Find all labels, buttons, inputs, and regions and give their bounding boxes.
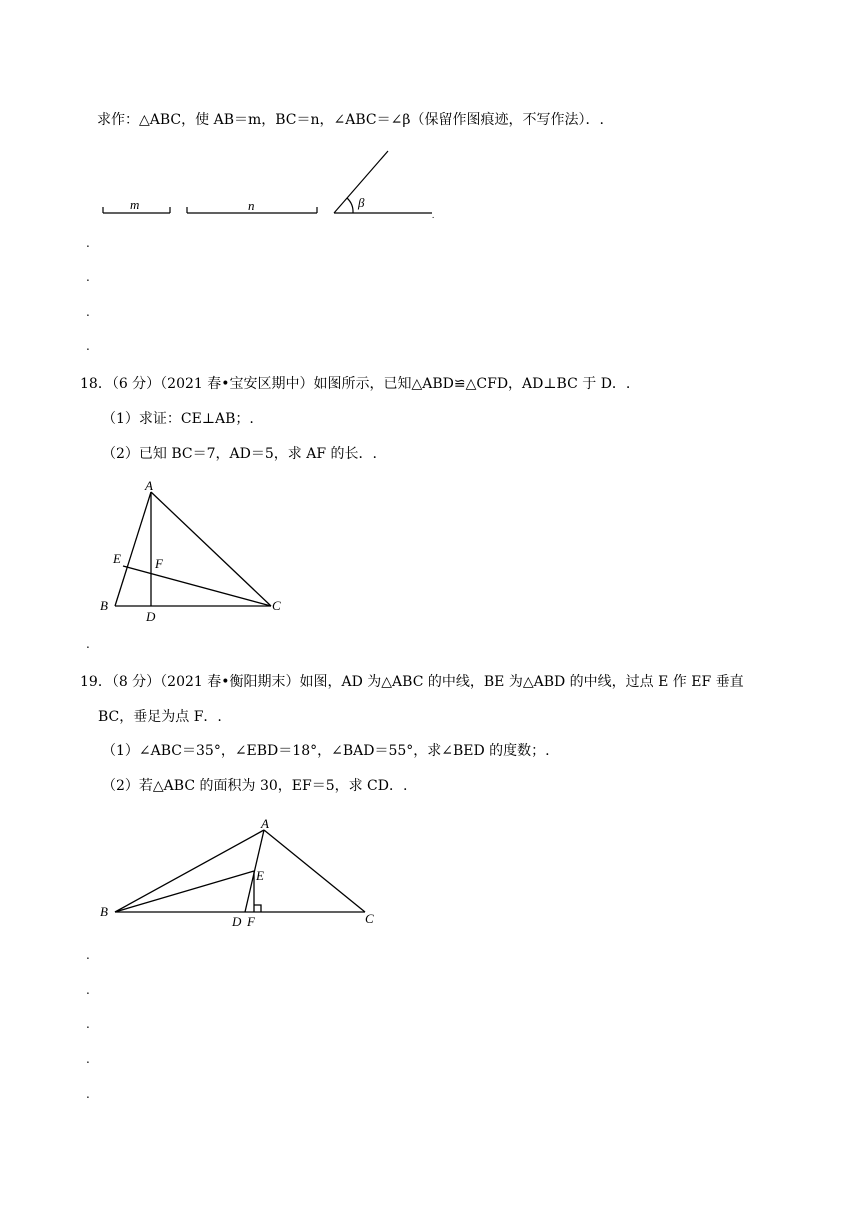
q18-part1: （1）求证：CE⊥AB；.	[102, 411, 254, 427]
blank-dot: .	[86, 1017, 90, 1031]
right-angle-mark	[254, 905, 261, 912]
label-A: A	[261, 816, 269, 831]
label-E: E	[256, 868, 264, 883]
segment-n-label: n	[248, 198, 255, 213]
label-F: F	[155, 556, 163, 571]
label-D: D	[232, 914, 242, 929]
label-B: B	[100, 598, 108, 613]
label-C: C	[272, 598, 281, 613]
segment-CE	[123, 566, 271, 606]
label-B: B	[100, 904, 108, 919]
angle-beta	[334, 151, 432, 213]
blank-dot: .	[86, 236, 90, 250]
q19-part2: （2）若△ABC 的面积为 30，EF＝5，求 CD．.	[102, 778, 408, 794]
segment-m-label: m	[130, 197, 140, 212]
side-AB	[115, 830, 264, 912]
median-BE	[115, 871, 254, 912]
blank-dot: .	[86, 1052, 90, 1066]
angle-beta-label: β	[358, 195, 365, 210]
blank-dot: .	[86, 948, 90, 962]
q18-part2: （2）已知 BC＝7，AD＝5，求 AF 的长．.	[102, 446, 377, 462]
blank-dot: .	[86, 637, 90, 651]
side-AC	[264, 830, 365, 912]
segment-n	[187, 207, 317, 213]
segment-m	[103, 207, 170, 213]
label-D: D	[146, 609, 156, 624]
label-C: C	[365, 911, 374, 926]
q19-stem-line1: 19．（8 分）（2021 春•衡阳期末）如图，AD 为△ABC 的中线，BE 为△ABD 的中线，过点 E 作 EF 垂直	[80, 674, 744, 690]
q19-stem-line2: BC，垂足为点 F．.	[98, 709, 222, 725]
q18-stem: 18．（6 分）（2021 春•宝安区期中）如图所示，已知△ABD≌△CFD，AD⊥BC 于 D．.	[80, 376, 631, 392]
side-AC	[151, 492, 271, 606]
side-AB	[115, 492, 151, 606]
label-E: E	[113, 551, 121, 566]
blank-dot: .	[86, 270, 90, 284]
construct-instruction: 求作：△ABC，使 AB＝m，BC＝n，∠ABC＝∠β（保留作图痕迹，不写作法）．.	[97, 112, 604, 128]
median-AD	[245, 830, 264, 912]
blank-dot: .	[86, 983, 90, 997]
label-A: A	[145, 478, 153, 493]
q19-part1: （1）∠ABC＝35°，∠EBD＝18°，∠BAD＝55°，求∠BED 的度数；.	[102, 743, 550, 759]
label-F: F	[247, 914, 255, 929]
blank-dot: .	[86, 1087, 90, 1101]
blank-dot: .	[86, 305, 90, 319]
svg-text:.: .	[432, 210, 435, 220]
blank-dot: .	[86, 339, 90, 353]
